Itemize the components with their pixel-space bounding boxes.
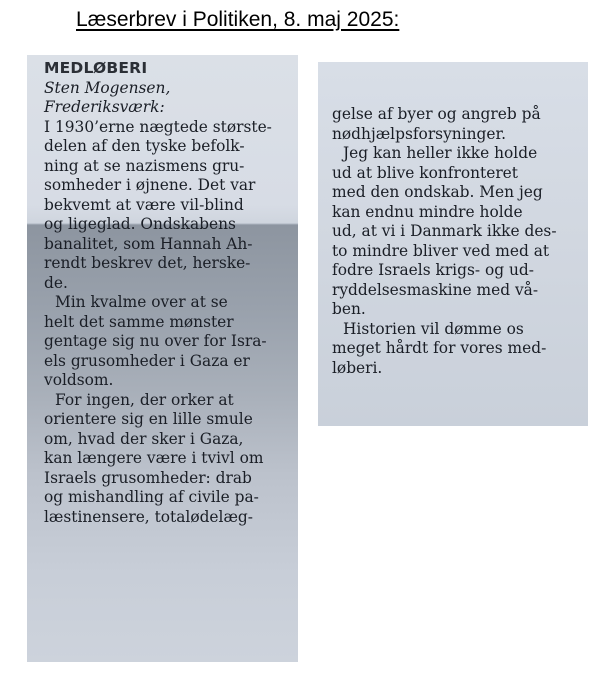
article-line: to mindre bliver ved med at bbox=[332, 241, 550, 260]
article-line: om, hvad der sker i Gaza, bbox=[44, 429, 244, 448]
article-line: Min kvalme over at se bbox=[55, 293, 228, 311]
article-line: rendt beskrev det, herske- bbox=[44, 254, 251, 272]
article-line: kan endnu mindre holde bbox=[332, 202, 523, 221]
article-body-right bbox=[332, 105, 582, 378]
article-line: og ligeglad. Ondskabens bbox=[44, 215, 236, 233]
article-line: ryddelsesmaskine med vå- bbox=[332, 280, 539, 299]
article-line: bekvemt at være vil-blind bbox=[44, 195, 244, 214]
author-location: Frederiksværk: bbox=[44, 98, 165, 116]
article-line: Historien vil dømme os bbox=[343, 319, 524, 338]
article-line: nødhjælpsforsyninger. bbox=[332, 124, 507, 143]
article-line: ud at blive konfronteret bbox=[332, 163, 518, 182]
article-line: gelse af byer og angreb på bbox=[332, 105, 541, 123]
article-line: helt det samme mønster bbox=[44, 312, 234, 331]
article-line: For ingen, der orker at bbox=[55, 390, 234, 409]
article-line: voldsom. bbox=[44, 371, 114, 389]
article-line: kan længere være i tvivl om bbox=[44, 449, 264, 467]
author-name: Sten Mogensen, bbox=[44, 78, 171, 97]
newspaper-clipping-right bbox=[318, 62, 588, 426]
article-line: banalitet, som Hannah Ah- bbox=[44, 234, 253, 253]
article-line: gentage sig nu over for Isra- bbox=[44, 332, 267, 350]
article-line: els grusomheder i Gaza er bbox=[44, 351, 250, 370]
article-body-left bbox=[44, 118, 294, 528]
article-line: I 1930’erne nægtede største- bbox=[44, 117, 272, 136]
article-line: med den ondskab. Men jeg bbox=[332, 183, 543, 201]
article-line: delen af den tyske befolk- bbox=[44, 137, 245, 155]
article-line: og mishandling af civile pa- bbox=[44, 488, 259, 506]
article-line: de. bbox=[44, 273, 68, 292]
article-line: ning at se nazismens gru- bbox=[44, 156, 245, 175]
article-line: Jeg kan heller ikke holde bbox=[343, 144, 538, 162]
article-line: ben. bbox=[332, 300, 366, 318]
article-line: løberi. bbox=[332, 358, 383, 377]
article-line: ud, at vi i Danmark ikke des- bbox=[332, 222, 557, 240]
newspaper-clipping-left bbox=[27, 55, 298, 662]
article-line: somheder i øjnene. Det var bbox=[44, 176, 256, 194]
article-line: læstinensere, totalødelæg- bbox=[44, 507, 253, 526]
article-line: meget hårdt for vores med- bbox=[332, 339, 547, 357]
article-line: fodre Israels krigs- og ud- bbox=[332, 261, 534, 279]
page-title: Læserbrev i Politiken, 8. maj 2025: bbox=[76, 8, 400, 31]
article-line: Israels grusomheder: drab bbox=[44, 468, 252, 487]
article-line: orientere sig en lille smule bbox=[44, 410, 253, 428]
article-kicker: MEDLØBERI bbox=[44, 59, 148, 77]
